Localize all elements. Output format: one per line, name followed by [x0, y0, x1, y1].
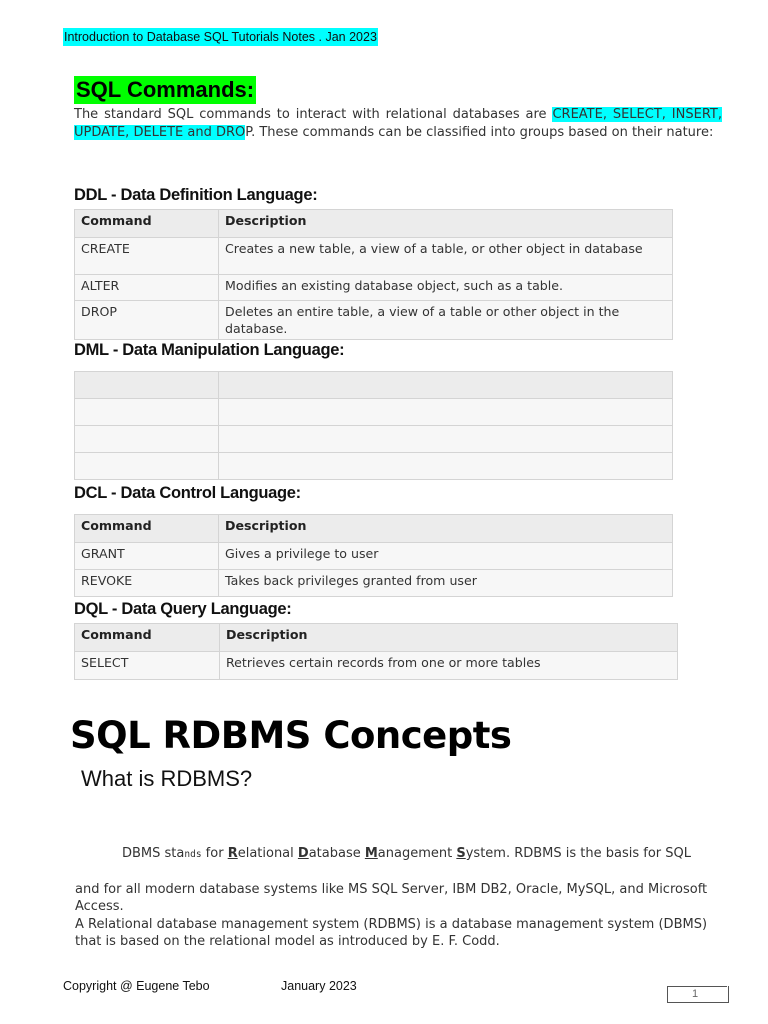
- table-header-cell: Description: [220, 624, 678, 652]
- letter-m: M: [364, 846, 378, 861]
- intro-text-start: The standard SQL commands to interact with relational databases are: [74, 107, 553, 122]
- text-run: DBMS sta: [122, 846, 185, 861]
- table-cell: Retrieves certain records from one or more tables: [220, 652, 678, 680]
- table-header-cell: Description: [219, 515, 673, 543]
- table-cell: Modifies an existing database object, such as a table.: [219, 275, 673, 301]
- table-cell: Takes back privileges granted from user: [219, 570, 673, 597]
- ddl-table: [74, 209, 673, 340]
- rdbms-subtitle: What is RDBMS?: [81, 766, 253, 791]
- text-run: for: [201, 846, 228, 861]
- page-number-box-top: [667, 986, 727, 987]
- text-run: nds: [184, 849, 202, 860]
- intro-highlight: CREATE, SELECT, INSERT, UPDATE, DELETE and DRO: [74, 107, 722, 140]
- table-header-row: [75, 372, 673, 399]
- table-cell: Gives a privilege to user: [219, 543, 673, 570]
- page-header: Introduction to Database SQL Tutorials Notes . Jan 2023: [64, 30, 377, 44]
- table-cell: [219, 426, 673, 453]
- dml-table: [74, 371, 673, 480]
- table-row: [75, 453, 673, 480]
- table-cell: GRANT: [75, 543, 219, 570]
- table-row: [75, 399, 673, 426]
- table-header-cell: Command: [75, 515, 219, 543]
- table-cell: REVOKE: [75, 570, 219, 597]
- sql-commands-heading: SQL Commands:: [76, 77, 255, 102]
- table-row: [75, 301, 673, 340]
- footer-copyright: Copyright @ Eugene Tebo: [63, 979, 210, 993]
- table-cell: DROP: [75, 301, 219, 340]
- table-row: [75, 275, 673, 301]
- text-run: elational: [237, 846, 298, 861]
- letter-s: S: [456, 846, 466, 861]
- table-header-row: [75, 515, 673, 543]
- table-cell: CREATE: [75, 238, 219, 275]
- intro-text-end: P. These commands can be classified into groups based on their nature:: [245, 125, 714, 140]
- letter-d: D: [297, 846, 309, 861]
- table-header-cell: Description: [219, 210, 673, 238]
- letter-r: R: [227, 846, 238, 861]
- ddl-heading: DDL - Data Definition Language:: [74, 186, 318, 204]
- table-cell: [75, 399, 219, 426]
- table-cell: [219, 453, 673, 480]
- table-row: [75, 652, 678, 680]
- dql-table: [74, 623, 678, 680]
- table-header-cell: Command: [75, 210, 219, 238]
- table-row: [75, 543, 673, 570]
- table-header-cell: [219, 372, 673, 399]
- table-row: [75, 426, 673, 453]
- text-run: ystem. RDBMS is the basis for SQL: [465, 846, 692, 861]
- dcl-table: [74, 514, 673, 597]
- table-header-cell: [75, 372, 219, 399]
- table-cell: ALTER: [75, 275, 219, 301]
- rdbms-paragraph-3: A Relational database management system (RDBMS) is a database management system (DBMS) that is based on the relational model as introduced by E. F. Codd.: [75, 917, 708, 949]
- dcl-heading: DCL - Data Control Language:: [74, 484, 301, 502]
- table-cell: Deletes an entire table, a view of a table or other object in the database.: [219, 301, 673, 340]
- table-cell: Creates a new table, a view of a table, or other object in database: [219, 238, 673, 275]
- rdbms-title: SQL RDBMS Concepts: [70, 714, 512, 757]
- table-row: [75, 238, 673, 275]
- dml-heading: DML - Data Manipulation Language:: [74, 341, 345, 359]
- table-cell: SELECT: [75, 652, 220, 680]
- dql-heading: DQL - Data Query Language:: [74, 600, 292, 618]
- rdbms-paragraph-2: and for all modern database systems like MS SQL Server, IBM DB2, Oracle, MySQL, and Microsoft Access.: [75, 882, 708, 914]
- page-number: 1: [692, 988, 699, 1000]
- table-header-row: [75, 210, 673, 238]
- footer-date: January 2023: [281, 979, 357, 993]
- table-cell: [75, 453, 219, 480]
- text-run: atabase: [308, 846, 365, 861]
- table-row: [75, 570, 673, 597]
- table-header-row: [75, 624, 678, 652]
- table-cell: [75, 426, 219, 453]
- rdbms-paragraph-1: [122, 845, 712, 863]
- table-header-cell: Command: [75, 624, 220, 652]
- table-cell: [219, 399, 673, 426]
- intro-paragraph: [74, 106, 722, 142]
- text-run: anagement: [377, 846, 457, 861]
